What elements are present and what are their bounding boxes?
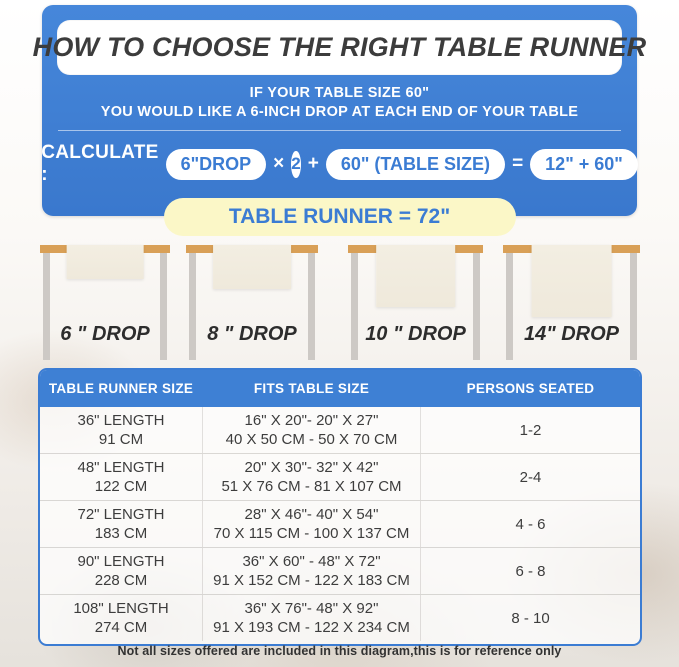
runner-size-line1: 36" LENGTH: [77, 412, 165, 429]
fits-size-line2: 40 X 50 CM - 50 X 70 CM: [225, 431, 398, 448]
fits-size-cell: [202, 454, 421, 500]
drop-label: 8 " DROP: [207, 323, 297, 345]
drop-pill: 6"DROP: [166, 149, 267, 180]
column-header-persons-seated: PERSONS SEATED: [466, 381, 595, 396]
runner-size-cell: [40, 501, 202, 547]
size-table: [38, 368, 642, 646]
runner-size-line1: 48" LENGTH: [77, 459, 165, 476]
calculation-row: [42, 142, 637, 186]
hero-panel: [32, 5, 647, 228]
subtitle-line-2: YOU WOULD LIKE A 6-INCH DROP AT EACH END OF YOUR TABLE: [100, 104, 579, 120]
runner-swatch: [213, 245, 291, 289]
fits-size-line2: 70 X 115 CM - 100 X 137 CM: [213, 525, 410, 542]
runner-size-line2: 274 CM: [94, 619, 148, 636]
persons-cell: 6 - 8: [515, 562, 546, 580]
runner-size-line2: 91 CM: [98, 431, 144, 448]
runner-swatch: [531, 245, 612, 317]
runner-size-cell: [40, 548, 202, 594]
table-figure-6-drop: [40, 245, 170, 360]
column-header-fits-table-size: FITS TABLE SIZE: [253, 381, 370, 396]
runner-swatch: [376, 245, 456, 307]
hero-divider: [58, 130, 621, 131]
fits-size-line1: 28" X 46"- 40" X 54": [244, 506, 379, 523]
table-row: [40, 547, 640, 594]
calculate-label: CALCULATE :: [41, 142, 159, 185]
fits-size-line2: 91 X 193 CM - 122 X 234 CM: [213, 619, 410, 636]
hero-subtitle: [42, 84, 637, 122]
runner-size-line2: 122 CM: [94, 478, 148, 495]
disclaimer-note: Not all sizes offered are included in this diagram,this is for reference only: [117, 644, 562, 658]
runner-size-cell: [40, 407, 202, 453]
runner-size-cell: [40, 595, 202, 641]
fits-size-line1: 20" X 30"- 32" X 42": [244, 459, 379, 476]
table-figure-14-drop: [503, 245, 640, 360]
fits-size-line1: 36" X 60" - 48" X 72": [242, 553, 381, 570]
table-row: [40, 453, 640, 500]
runner-size-line1: 72" LENGTH: [77, 506, 165, 523]
persons-cell: 1-2: [519, 421, 542, 439]
table-size-pill: 60" (TABLE SIZE): [326, 149, 505, 180]
runner-result-pill: TABLE RUNNER = 72": [164, 198, 516, 236]
fits-size-cell: [202, 501, 421, 547]
runner-size-line1: 108" LENGTH: [73, 600, 169, 617]
fits-size-cell: [202, 548, 421, 594]
title-box: [32, 20, 647, 75]
runner-size-line2: 228 CM: [94, 572, 148, 589]
fits-size-cell: [202, 407, 421, 453]
sum-pill: 12" + 60": [530, 149, 638, 180]
table-row: [40, 500, 640, 547]
multiplier-badge: 2: [291, 151, 300, 178]
equals-sign: =: [512, 153, 524, 174]
runner-size-line1: 90" LENGTH: [77, 553, 165, 570]
fits-size-line1: 36" X 76"- 48" X 92": [244, 600, 379, 617]
times-sign: ×: [273, 153, 285, 174]
persons-cell: 2-4: [519, 468, 542, 486]
runner-size-cell: [40, 454, 202, 500]
size-table-header: [40, 370, 640, 407]
plus-sign: +: [307, 153, 319, 174]
column-header-runner-size: TABLE RUNNER SIZE: [48, 381, 194, 396]
fits-size-line1: 16" X 20"- 20" X 27": [244, 412, 379, 429]
table-row: [40, 407, 640, 453]
drop-label: 6 " DROP: [60, 323, 150, 345]
subtitle-line-1: IF YOUR TABLE SIZE 60": [249, 85, 430, 101]
persons-cell: 4 - 6: [515, 515, 546, 533]
fits-size-cell: [202, 595, 421, 641]
runner-size-line2: 183 CM: [94, 525, 148, 542]
table-row: [40, 594, 640, 641]
drop-label: 14" DROP: [523, 323, 620, 345]
fits-size-line2: 91 X 152 CM - 122 X 183 CM: [213, 572, 410, 589]
runner-swatch: [67, 245, 144, 279]
size-table-body: [40, 407, 640, 644]
page-title: HOW TO CHOOSE THE RIGHT TABLE RUNNER: [32, 32, 647, 62]
table-figure-8-drop: [186, 245, 318, 360]
persons-cell: 8 - 10: [511, 609, 550, 627]
table-figure-10-drop: [348, 245, 483, 360]
fits-size-line2: 51 X 76 CM - 81 X 107 CM: [221, 478, 402, 495]
drop-label: 10 " DROP: [365, 323, 466, 345]
